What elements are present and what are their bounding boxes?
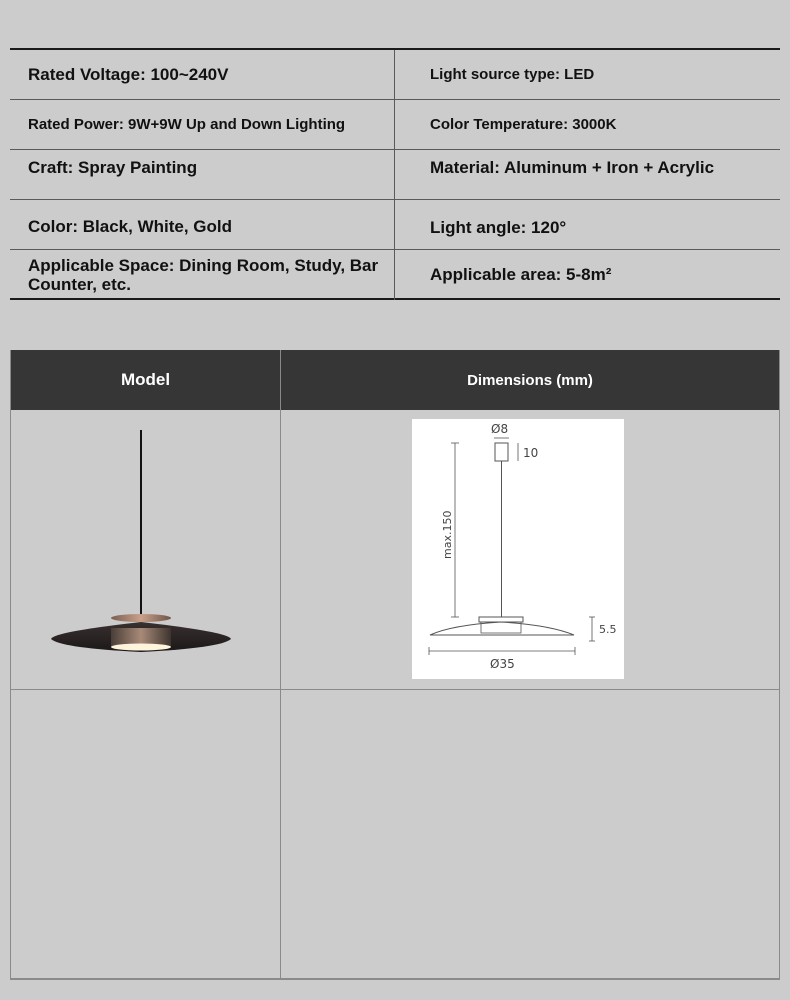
spec-rated-voltage: Rated Voltage: 100~240V [28, 64, 229, 84]
dimension-drawing [412, 419, 624, 679]
spec-light-source-type: Light source type: LED [430, 65, 595, 83]
spec-applicable-area: Applicable area: 5-8m² [430, 265, 612, 284]
spec-divider [394, 250, 395, 300]
spec-row-craft [10, 150, 780, 200]
spec-light-angle: Light angle: 120° [430, 217, 567, 237]
dim-canopy-diameter: Ø8 [491, 422, 509, 436]
dim-shade-height: 5.5 [599, 623, 617, 636]
spec-table [10, 48, 780, 300]
spec-color-temperature: Color Temperature: 3000K [430, 115, 617, 133]
dim-shade-diameter: Ø35 [490, 657, 515, 671]
spec-row-voltage [10, 50, 780, 100]
spec-divider [394, 150, 395, 199]
spec-divider [394, 100, 395, 149]
model-table-header [11, 350, 779, 410]
column-divider [280, 350, 281, 978]
model-table [10, 350, 780, 980]
dim-cable-length: max.150 [441, 510, 454, 559]
pendant-lamp-image [41, 420, 241, 670]
dim-canopy-height: 10 [523, 446, 539, 460]
spec-color: Color: Black, White, Gold [28, 216, 233, 236]
header-dimensions: Dimensions (mm) [467, 371, 593, 389]
spec-row-power [10, 100, 780, 150]
spec-row-space [10, 250, 780, 300]
header-model: Model [120, 370, 171, 389]
lamp-top-ring [111, 614, 171, 622]
row-divider [11, 689, 779, 690]
spec-row-color [10, 200, 780, 250]
spec-applicable-space: Applicable Space: Dining Room, Study, Bar Counter, etc. [28, 256, 379, 294]
spec-rated-power: Rated Power: 9W+9W Up and Down Lighting [28, 115, 346, 133]
spec-craft: Craft: Spray Painting [28, 158, 198, 177]
spec-divider [394, 50, 395, 99]
spec-divider [394, 200, 395, 249]
spec-material: Material: Aluminum + Iron + Acrylic [430, 158, 715, 177]
lamp-glow [111, 644, 171, 651]
